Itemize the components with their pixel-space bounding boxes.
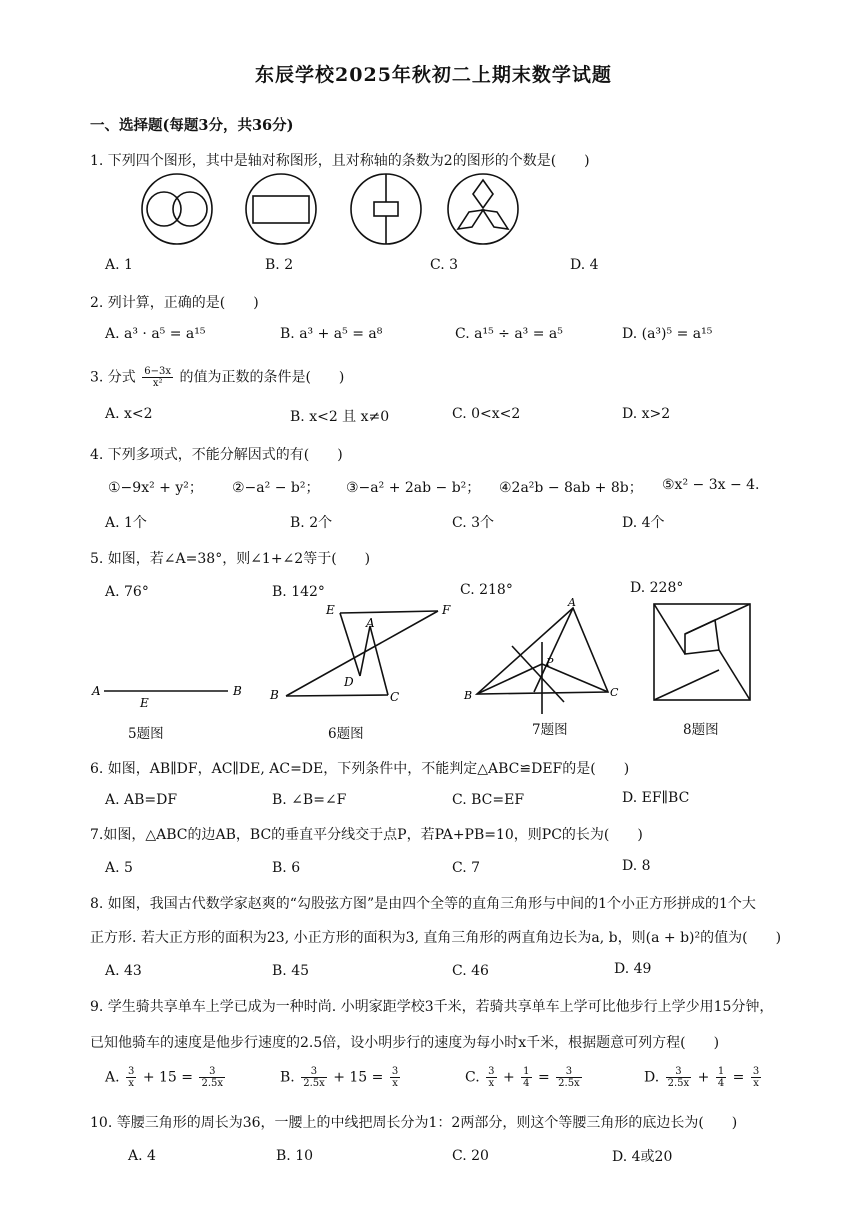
question-1-figures [140, 172, 530, 248]
figure-two-circles [142, 174, 212, 244]
figure-circle-rectangle [246, 174, 316, 244]
fig6-label-b: B [270, 688, 279, 702]
q8-option-b: B. 45 [272, 963, 310, 979]
q8-option-c: C. 46 [452, 963, 489, 979]
q4-item-1: ①−9x² + y²； [108, 480, 203, 496]
question-9-line-1: 9. 学生骑共享单车上学已成为一种时尚. 小明家距学校3千米，若骑共享单车上学可比他步行上学少用15分钟， [90, 999, 774, 1015]
q2-option-a: A. a³ · a⁵ = a¹⁵ [105, 326, 206, 342]
question-1-stem: 1. 下列四个图形，其中是轴对称图形，且对称轴的条数为2的图形的个数是( ) [90, 153, 590, 169]
question-6-stem: 6. 如图，AB∥DF，AC∥DE, AC=DE，下列条件中，不能判定△ABC≌DEF的是( ) [90, 761, 630, 777]
caption-figure-6: 6题图 [328, 726, 364, 742]
q4-item-3: ③−a² + 2ab − b²； [346, 480, 481, 496]
q3-fraction [142, 366, 173, 389]
fig7-label-b: B [464, 689, 473, 702]
caption-figure-7: 7题图 [532, 722, 568, 738]
figure-circle-three-diamonds [448, 174, 518, 244]
figure-circle-small-rect [351, 174, 421, 244]
fig6-label-a: A [366, 616, 375, 630]
q6-option-b: B. ∠B=∠F [272, 792, 347, 808]
q5-option-c: C. 218° [460, 582, 513, 598]
q1-option-c: C. 3 [430, 257, 459, 273]
q3-prefix: 3. 分式 [90, 369, 136, 386]
q3-option-a: A. x<2 [105, 406, 153, 422]
q1-option-b: B. 2 [265, 257, 294, 273]
page-title: 东辰学校2025年秋初二上期末数学试题 [255, 64, 612, 86]
question-7-stem: 7.如图，△ABC的边AB，BC的垂直平分线交于点P，若PA+PB=10，则PC的长为( ) [90, 827, 643, 843]
q10-option-d: D. 4或20 [612, 1149, 673, 1165]
q8-option-a: A. 43 [105, 963, 142, 979]
caption-figure-8: 8题图 [683, 722, 719, 738]
question-8-line-1: 8. 如图，我国古代数学家赵爽的“勾股弦方图”是由四个全等的直角三角形与中间的1个小正方形拼成的1个大 [90, 896, 756, 912]
q7-option-b: B. 6 [272, 860, 301, 876]
fig7-label-p: P [546, 656, 554, 669]
q2-option-b: B. a³ + a⁵ = a⁸ [280, 326, 383, 342]
q2-option-c: C. a¹⁵ ÷ a³ = a⁵ [455, 326, 563, 342]
q3-fraction-denominator: x² [152, 378, 163, 389]
q3-option-c: C. 0<x<2 [452, 406, 521, 422]
question-4-stem: 4. 下列多项式，不能分解因式的有( ) [90, 447, 343, 463]
q5-option-a: A. 76° [105, 584, 149, 600]
q9-option-b: B. $\frac{3}{2.5x}$ + 15 = $\frac{3}{x}$ [280, 1066, 399, 1089]
fig6-label-d: D [344, 675, 354, 689]
fig6-label-c: C [390, 690, 400, 704]
q7-option-c: C. 7 [452, 860, 481, 876]
q10-option-b: B. 10 [276, 1148, 314, 1164]
section-heading: 一、选择题(每题3分，共36分) [90, 117, 294, 134]
question-5-stem: 5. 如图，若∠A=38°，则∠1+∠2等于( ) [90, 551, 371, 567]
q3-option-b: B. x<2 且 x≠0 [290, 409, 390, 425]
q5-option-d: D. 228° [630, 580, 684, 596]
q7-option-a: A. 5 [105, 860, 133, 876]
q6-option-c: C. BC=EF [452, 792, 525, 808]
q10-option-c: C. 20 [452, 1148, 489, 1164]
question-8-line-2: 正方形. 若大正方形的面积为23, 小正方形的面积为3, 直角三角形的两直角边长为a, b，则(a + b)²的值为( ) [90, 930, 782, 946]
q1-option-a: A. 1 [105, 257, 133, 273]
q1-option-d: D. 4 [570, 257, 599, 273]
q4-item-5: ⑤x² − 3x − 4. [662, 477, 760, 493]
q5-option-b: B. 142° [272, 584, 325, 600]
q10-option-a: A. 4 [128, 1148, 156, 1164]
q9-option-d: D. $\frac{3}{2.5x}$ + $\frac{1}{4}$ = $\frac{3}{x}$ [644, 1066, 760, 1089]
fig5-label-b: B [233, 684, 242, 698]
q9-option-a: A. $\frac{3}{x}$ + 15 = $\frac{3}{2.5x}$ [105, 1066, 224, 1089]
fig7-label-a: A [568, 596, 576, 609]
fig5-label-a: A [92, 684, 101, 698]
q4-item-2: ②−a² − b²； [232, 480, 320, 496]
figure-8 [650, 600, 754, 704]
fig6-label-f: F [442, 603, 451, 617]
q6-option-d: D. EF∥BC [622, 790, 690, 806]
question-9-line-2: 已知他骑车的速度是他步行速度的2.5倍，设小明步行的速度为每小时x千米，根据题意可列方程( ) [90, 1035, 720, 1051]
q4-item-4: ④2a²b − 8ab + 8b； [499, 480, 643, 496]
q2-option-d: D. (a³)⁵ = a¹⁵ [622, 326, 713, 342]
q3-fraction-numerator: 6−3x [144, 366, 172, 377]
figure-7 [460, 596, 630, 716]
fig6-label-e: E [326, 603, 335, 617]
q8-option-d: D. 49 [614, 961, 652, 977]
q3-option-d: D. x>2 [622, 406, 671, 422]
q9-option-c: C. $\frac{3}{x}$ + $\frac{1}{4}$ = $\frac{3}{2.5x}$ [465, 1066, 580, 1089]
q6-option-a: A. AB=DF [105, 792, 178, 808]
caption-figure-5: 5题图 [128, 726, 164, 742]
q4-option-d: D. 4个 [622, 515, 665, 531]
question-10-stem: 10. 等腰三角形的周长为36，一腰上的中线把周长分为1：2两部分，则这个等腰三角形的底边长为( ) [90, 1115, 738, 1131]
q4-option-c: C. 3个 [452, 515, 495, 531]
question-3-stem [90, 366, 344, 389]
q7-option-d: D. 8 [622, 858, 651, 874]
question-2-stem: 2. 列计算，正确的是( ) [90, 295, 259, 311]
q4-option-a: A. 1个 [105, 515, 147, 531]
fig5-label-e: E [140, 696, 149, 710]
q3-suffix: 的值为正数的条件是( ) [179, 369, 345, 386]
figure-6 [266, 600, 466, 705]
figure-5 [90, 680, 250, 710]
q4-option-b: B. 2个 [290, 515, 333, 531]
fig7-label-c: C [610, 686, 619, 699]
